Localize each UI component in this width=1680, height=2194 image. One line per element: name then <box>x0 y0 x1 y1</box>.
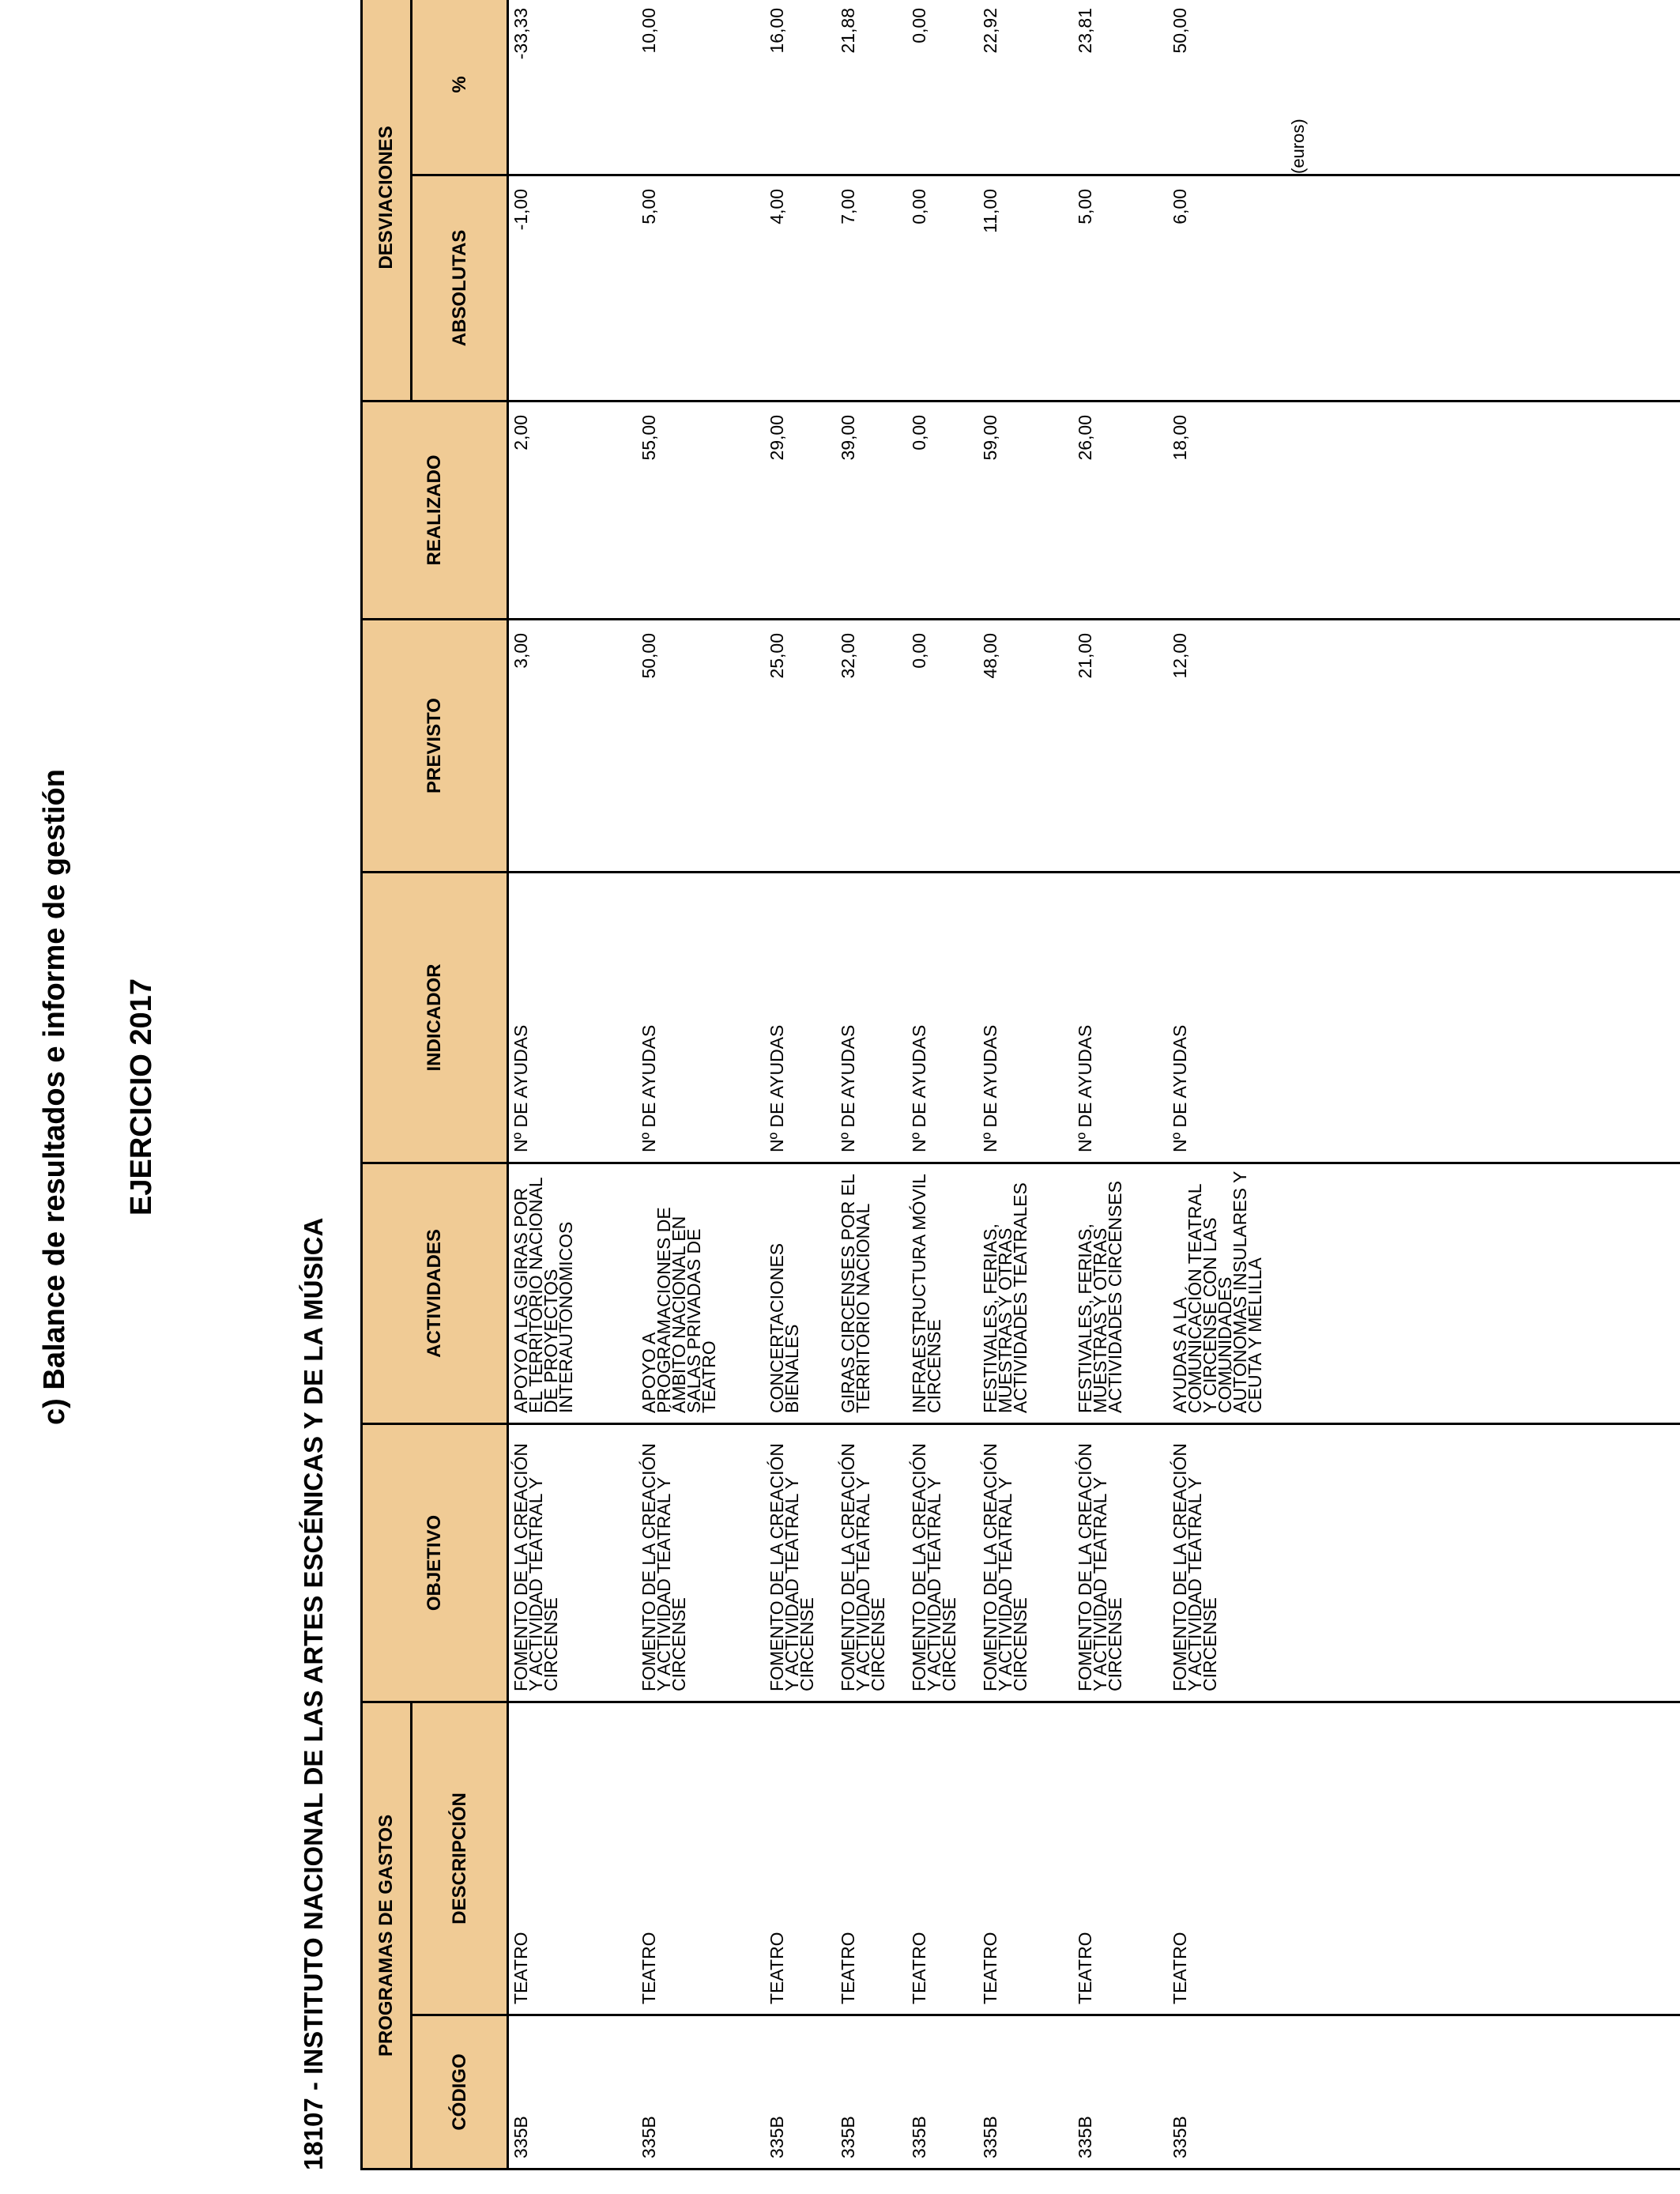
cell-pct: 21,88 <box>836 0 907 175</box>
cell-absolutas: 6,00 <box>1168 175 1680 401</box>
cell-objetivo: FOMENTO DE LA CREACIÓN Y ACTIVIDAD TEATRAL Y CIRCENSE <box>978 1423 1073 1702</box>
col-actividades: ACTIVIDADES <box>362 1163 508 1423</box>
cell-actividades: AYUDAS A LA COMUNICACIÓN TEATRAL Y CIRCENSE CON LAS COMUNIDADES AUTÓNOMAS INSULARES Y CEUTA Y MELILLA <box>1168 1163 1680 1423</box>
cell-realizado: 26,00 <box>1073 401 1168 619</box>
cell-pct: -33,33 <box>508 0 638 175</box>
cell-codigo: 335B <box>1073 2015 1168 2169</box>
cell-indicador: Nº DE AYUDAS <box>637 872 765 1163</box>
programas-group-header: PROGRAMAS DE GASTOS <box>362 1702 412 2169</box>
col-pct: % <box>412 0 508 175</box>
cell-realizado: 59,00 <box>978 401 1073 619</box>
cell-previsto: 25,00 <box>765 619 836 872</box>
cell-indicador: Nº DE AYUDAS <box>1168 872 1680 1163</box>
cell-descripcion: TEATRO <box>765 1702 836 2015</box>
cell-actividades: FESTIVALES, FERIAS, MUESTRAS Y OTRAS ACTIVIDADES CIRCENSES <box>1073 1163 1168 1423</box>
cell-realizado: 29,00 <box>765 401 836 619</box>
cell-indicador: Nº DE AYUDAS <box>836 872 907 1163</box>
entity-title: 18107 - INSTITUTO NACIONAL DE LAS ARTES ESCÉNICAS Y DE LA MÚSICA <box>299 1217 328 2170</box>
cell-descripcion: TEATRO <box>1168 1702 1680 2015</box>
cell-objetivo: FOMENTO DE LA CREACIÓN Y ACTIVIDAD TEATRAL Y CIRCENSE <box>907 1423 978 1702</box>
cell-actividades: CONCERTACIONES BIENALES <box>765 1163 836 1423</box>
cell-objetivo: FOMENTO DE LA CREACIÓN Y ACTIVIDAD TEATRAL Y CIRCENSE <box>836 1423 907 1702</box>
cell-objetivo: FOMENTO DE LA CREACIÓN Y ACTIVIDAD TEATRAL Y CIRCENSE <box>637 1423 765 1702</box>
cell-descripcion: TEATRO <box>1073 1702 1168 2015</box>
col-realizado: REALIZADO <box>362 401 508 619</box>
cell-objetivo: FOMENTO DE LA CREACIÓN Y ACTIVIDAD TEATRAL Y CIRCENSE <box>508 1423 638 1702</box>
cell-codigo: 335B <box>508 2015 638 2169</box>
cell-previsto: 48,00 <box>978 619 1073 872</box>
cell-codigo: 335B <box>1168 2015 1680 2169</box>
cell-codigo: 335B <box>765 2015 836 2169</box>
cell-codigo: 335B <box>637 2015 765 2169</box>
cell-absolutas: 0,00 <box>907 175 978 401</box>
cell-realizado: 0,00 <box>907 401 978 619</box>
cell-absolutas: -1,00 <box>508 175 638 401</box>
cell-codigo: 335B <box>907 2015 978 2169</box>
cell-previsto: 0,00 <box>907 619 978 872</box>
table-row <box>978 0 1073 2169</box>
cell-descripcion: TEATRO <box>836 1702 907 2015</box>
cell-codigo: 335B <box>978 2015 1073 2169</box>
cell-pct: 22,92 <box>978 0 1073 175</box>
cell-pct: 10,00 <box>637 0 765 175</box>
col-absolutas: ABSOLUTAS <box>412 175 508 401</box>
cell-previsto: 3,00 <box>508 619 638 872</box>
cell-realizado: 2,00 <box>508 401 638 619</box>
cell-realizado: 39,00 <box>836 401 907 619</box>
cell-indicador: Nº DE AYUDAS <box>907 872 978 1163</box>
table-row <box>508 0 638 2169</box>
cell-descripcion: TEATRO <box>978 1702 1073 2015</box>
col-descripcion: DESCRIPCIÓN <box>412 1702 508 2015</box>
cell-descripcion: TEATRO <box>637 1702 765 2015</box>
cell-previsto: 21,00 <box>1073 619 1168 872</box>
cell-actividades: APOYO A LAS GIRAS POR EL TERRITORIO NACIONAL DE PROYECTOS INTERAUTONÓMICOS <box>508 1163 638 1423</box>
cell-actividades: GIRAS CIRCENSES POR EL TERRITORIO NACIONAL <box>836 1163 907 1423</box>
cell-absolutas: 4,00 <box>765 175 836 401</box>
col-objetivo: OBJETIVO <box>362 1423 508 1702</box>
col-previsto: PREVISTO <box>362 619 508 872</box>
cell-realizado: 55,00 <box>637 401 765 619</box>
cell-indicador: Nº DE AYUDAS <box>1073 872 1168 1163</box>
cell-objetivo: FOMENTO DE LA CREACIÓN Y ACTIVIDAD TEATRAL Y CIRCENSE <box>1168 1423 1680 1702</box>
table-row <box>1168 0 1680 2169</box>
cell-codigo: 335B <box>836 2015 907 2169</box>
table-row <box>765 0 836 2169</box>
cell-actividades: FESTIVALES, FERIAS, MUESTRAS Y OTRAS ACTIVIDADES TEATRALES <box>978 1163 1073 1423</box>
table-row <box>907 0 978 2169</box>
cell-descripcion: TEATRO <box>907 1702 978 2015</box>
cell-actividades: INFRAESTRUCTURA MÓVIL CIRCENSE <box>907 1163 978 1423</box>
table-row <box>836 0 907 2169</box>
cell-previsto: 32,00 <box>836 619 907 872</box>
cell-realizado: 18,00 <box>1168 401 1680 619</box>
desviaciones-group-header: DESVIACIONES <box>362 0 412 401</box>
cell-pct: 0,00 <box>907 0 978 175</box>
cell-objetivo: FOMENTO DE LA CREACIÓN Y ACTIVIDAD TEATRAL Y CIRCENSE <box>1073 1423 1168 1702</box>
cell-previsto: 12,00 <box>1168 619 1680 872</box>
cell-absolutas: 11,00 <box>978 175 1073 401</box>
col-indicador: INDICADOR <box>362 872 508 1163</box>
cell-actividades: APOYO A PROGRAMACIONES DE ÁMBITO NACIONAL EN SALAS PRIVADAS DE TEATRO <box>637 1163 765 1423</box>
cell-indicador: Nº DE AYUDAS <box>978 872 1073 1163</box>
table-row <box>1073 0 1168 2169</box>
cell-pct: 50,00 <box>1168 0 1680 175</box>
year-title: EJERCICIO 2017 <box>125 978 158 1216</box>
cell-descripcion: TEATRO <box>508 1702 638 2015</box>
results-table <box>360 0 1680 2170</box>
cell-absolutas: 5,00 <box>1073 175 1168 401</box>
cell-pct: 23,81 <box>1073 0 1168 175</box>
cell-indicador: Nº DE AYUDAS <box>765 872 836 1163</box>
table-row <box>637 0 765 2169</box>
cell-indicador: Nº DE AYUDAS <box>508 872 638 1163</box>
cell-objetivo: FOMENTO DE LA CREACIÓN Y ACTIVIDAD TEATRAL Y CIRCENSE <box>765 1423 836 1702</box>
cell-previsto: 50,00 <box>637 619 765 872</box>
cell-pct: 16,00 <box>765 0 836 175</box>
cell-absolutas: 7,00 <box>836 175 907 401</box>
cell-absolutas: 5,00 <box>637 175 765 401</box>
units-label: (euros) <box>1288 119 1308 174</box>
col-codigo: CÓDIGO <box>412 2015 508 2169</box>
section-title: c) Balance de resultados e informe de gestión <box>38 769 71 1425</box>
